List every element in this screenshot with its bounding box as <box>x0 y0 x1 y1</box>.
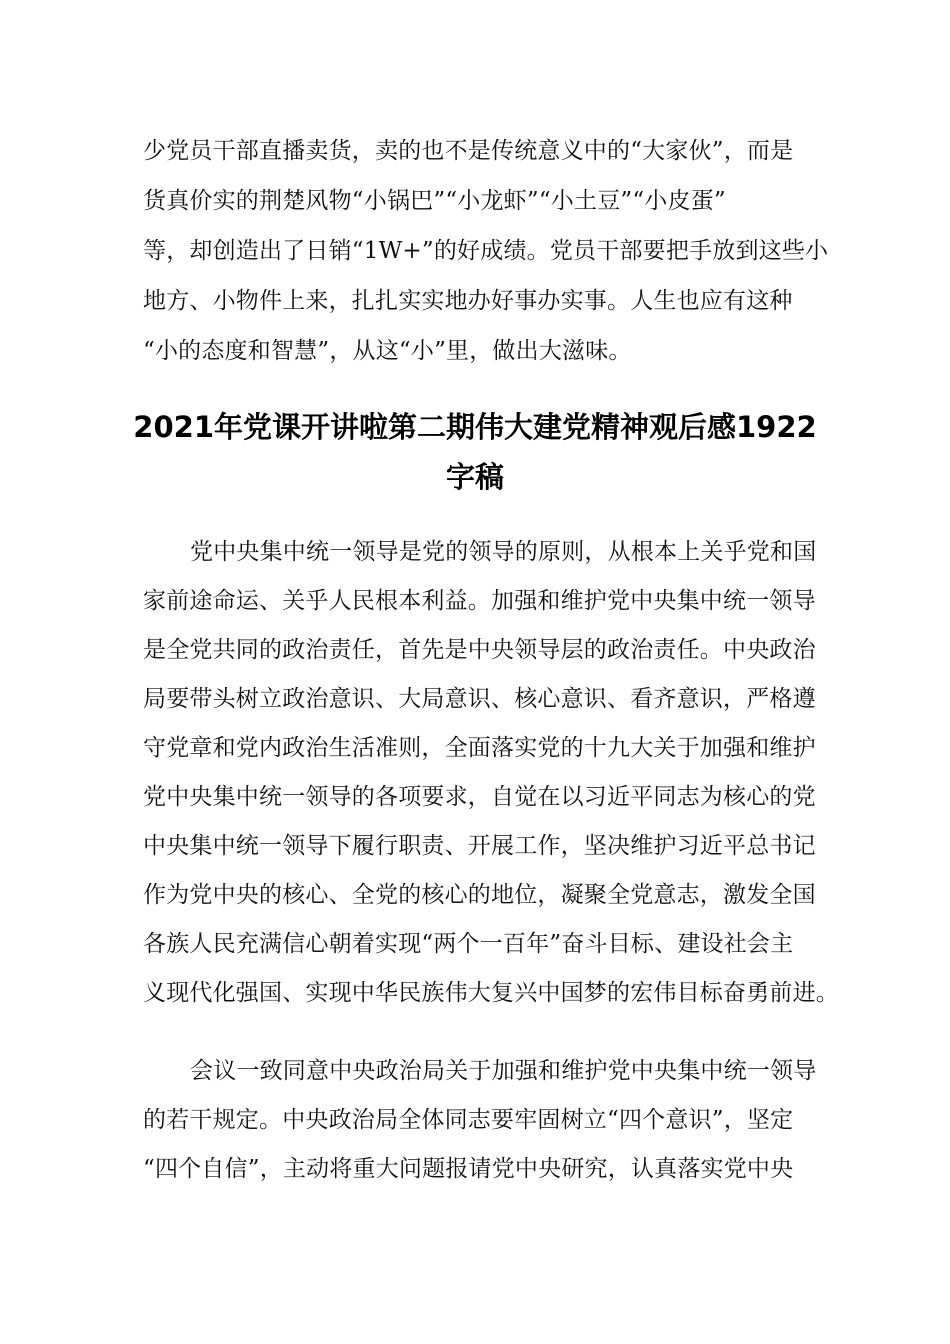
article-title: 2021年党课开讲啦第二期伟大建党精神观后感1922 <box>133 410 817 444</box>
paragraph-line: 会议一致同意中央政治局关于加强和维护党中央集中统一领导 <box>190 1058 817 1084</box>
paragraph-line: 局要带头树立政治意识、大局意识、核心意识、看齐意识，严格遵 <box>143 686 816 712</box>
paragraph-line: 义现代化强国、实现中华民族伟大复兴中国梦的宏伟目标奋勇前进。 <box>143 980 839 1006</box>
intro-line: “小的态度和智慧”，从这“小”里，做出大滋味。 <box>143 338 632 364</box>
paragraph-line: 守党章和党内政治生活准则，全面落实党的十九大关于加强和维护 <box>143 735 816 761</box>
paragraph-line: 中央集中统一领导下履行职责、开展工作，坚决维护习近平总书记 <box>143 833 816 859</box>
paragraph-line: 是全党共同的政治责任，首先是中央领导层的政治责任。中央政治 <box>143 637 816 663</box>
intro-line: 少党员干部直播卖货，卖的也不是传统意义中的“大家伙”，而是 <box>143 138 794 164</box>
intro-line: 地方、小物件上来，扎扎实实地办好事办实事。人生也应有这种 <box>143 288 793 314</box>
intro-line: 货真价实的荆楚风物“小锅巴”“小龙虾”“小土豆”“小皮蛋” <box>143 188 726 214</box>
paragraph-line: 家前途命运、关乎人民根本利益。加强和维护党中央集中统一领导 <box>143 588 816 614</box>
paragraph-line: 党中央集中统一领导的各项要求，自觉在以习近平同志为核心的党 <box>143 784 816 810</box>
paragraph-line: 党中央集中统一领导是党的领导的原则，从根本上关乎党和国 <box>190 539 817 565</box>
article-title-continued: 字稿 <box>445 460 504 494</box>
paragraph-line: 各族人民充满信心朝着实现“两个一百年”奋斗目标、建设社会主 <box>143 931 794 957</box>
paragraph-line: “四个自信”，主动将重大问题报请党中央研究，认真落实党中央 <box>143 1156 794 1182</box>
paragraph-line: 作为党中央的核心、全党的核心的地位，凝聚全党意志，激发全国 <box>143 882 816 908</box>
paragraph-line: 的若干规定。中央政治局全体同志要牢固树立“四个意识”，坚定 <box>143 1107 794 1133</box>
intro-line: 等，却创造出了日销“1W+”的好成绩。党员干部要把手放到这些小 <box>143 238 829 264</box>
